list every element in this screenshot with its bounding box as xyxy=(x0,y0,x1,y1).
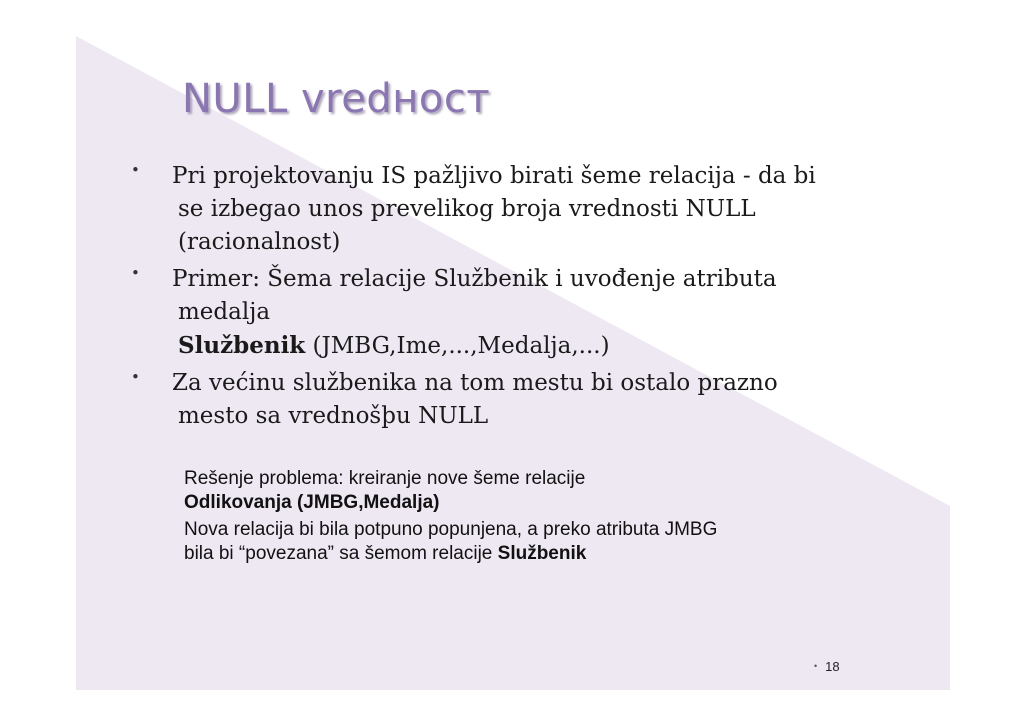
schema-attributes: (JMBG,Ime,...,Medalja,...) xyxy=(305,333,610,359)
note-bold-text: Službenik xyxy=(497,543,587,564)
schema-name: Službenik xyxy=(178,332,306,359)
page-number xyxy=(814,659,840,674)
slide xyxy=(76,36,950,690)
note-line xyxy=(184,542,904,566)
page-number-value: 18 xyxy=(825,659,840,674)
bullet-item xyxy=(128,160,888,259)
bullet-line: Pri projektovanju IS pažljivo birati šeme relacija - da bi xyxy=(172,163,816,189)
bullet-item xyxy=(128,263,888,363)
bullet-line: mesto sa vrednošþu NULL xyxy=(178,403,489,429)
bullet-list xyxy=(128,160,888,437)
bullet-line: se izbegao unos prevelikog broja vrednosti NULL xyxy=(178,196,756,222)
bullet-line: medalja xyxy=(178,299,271,325)
slide-title: NULL vredност xyxy=(182,76,491,122)
note-paragraph xyxy=(184,518,904,566)
solution-note xyxy=(184,467,904,569)
note-line: Nova relacija bi bila potpuno popunjena, a preko atributa JMBG xyxy=(184,519,718,540)
note-line: Rešenje problema: kreiranje nove šeme relacije xyxy=(184,468,586,489)
bullet-item xyxy=(128,367,888,433)
bullet-line: (racionalnost) xyxy=(178,229,341,255)
schema-line xyxy=(172,329,888,363)
bullet-line: Za većinu službenika na tom mestu bi ostalo prazno xyxy=(172,370,778,396)
bullet-line: Primer: Šema relacije Službenik i uvođenje atributa xyxy=(172,266,777,292)
page-dot-icon: • xyxy=(814,661,818,671)
bullet-dot-icon: • xyxy=(131,368,140,386)
note-text: bila bi “povezana” sa šemom relacije xyxy=(184,543,498,564)
bullet-dot-icon: • xyxy=(131,264,140,282)
note-line-bold: Odlikovanja (JMBG,Medalja) xyxy=(184,492,440,513)
note-paragraph xyxy=(184,467,904,515)
bullet-dot-icon: • xyxy=(131,161,140,179)
